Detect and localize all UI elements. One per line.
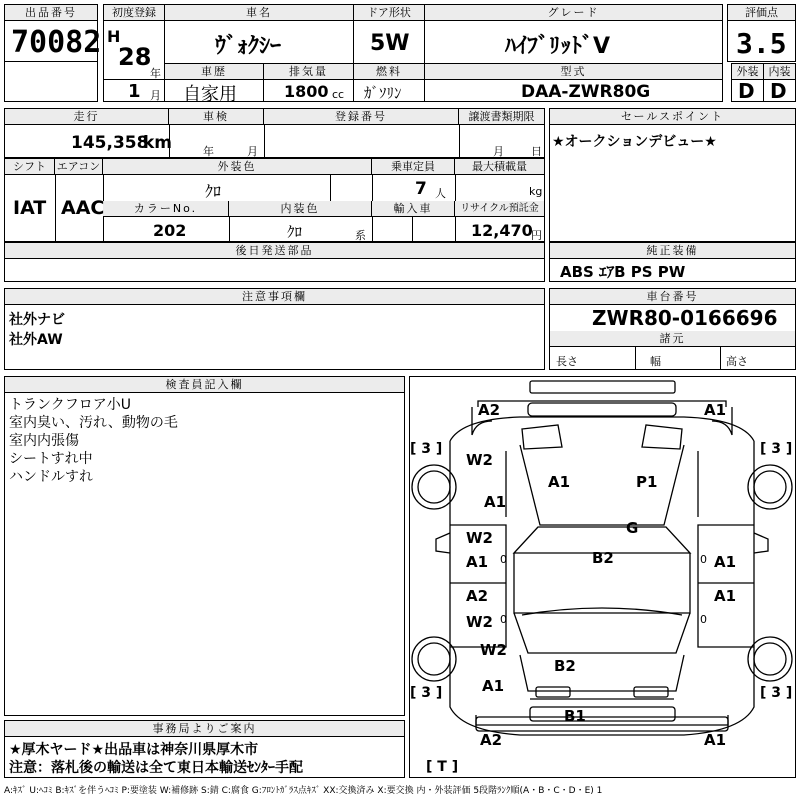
first-reg-label: 初度登録 [104,5,164,21]
ext-grade-box [731,63,764,102]
first-reg-box [103,4,165,102]
import-label: 輸入車 [372,201,455,217]
note-line: 社外ナビ [9,312,65,328]
mark-a1-rear-quarter-left: A1 [482,677,505,695]
mark-w2-rear-door-left: W2 [466,613,493,631]
inspector-label: 検査員記入欄 [5,377,404,393]
recycle: 12,470 [471,221,533,240]
capacity: 7 [415,179,427,199]
person-unit: 人 [435,187,446,200]
grade-box [424,4,723,64]
tire-rear-left: [ 3 ] [410,685,443,701]
mark-a1-front-door-left: A1 [466,553,489,571]
reg-no-label: 登録番号 [264,109,459,125]
recycle-label: リサイクル預託金 [455,201,544,217]
inspection-month-unit: 月 [247,145,258,158]
mark-roof: B2 [592,549,614,567]
genuine-equipment: ABS ｴｱB PS PW [560,263,686,281]
yen-unit: 円 [531,229,542,242]
transfer-label: 譲渡書類期限 [459,109,544,125]
car-name-box [164,4,354,64]
mark-w2-front-left: W2 [466,451,493,469]
reg-month: 1 [128,81,141,102]
mark-a1-rear-door-right: A1 [714,587,737,605]
mark-rear-glass: B2 [554,657,576,675]
note-line: 社外AW [9,332,63,348]
mileage-box [4,108,545,158]
displacement-label: 排気量 [264,64,353,80]
kg-unit: kg [529,185,543,198]
height-label: 高さ [726,355,748,368]
tire-rear-right: [ 3 ] [760,685,793,701]
inspector-line: トランクフロア小U [9,397,131,413]
genuine-box [549,242,796,282]
displacement-box [263,63,354,102]
mark-a1-fender-left: A1 [484,493,507,511]
history-box [164,63,264,105]
color-no-label: カラーNo. [103,201,229,217]
inspector-line: 室内臭い、汚れ、動物の毛 [9,415,178,431]
office-line: 注意：落札後の輸送は全て東日本輸送ｾﾝﾀｰ手配 [9,760,303,776]
kei-unit: 系 [355,229,366,242]
door-zero: 0 [500,553,507,566]
door-zero: 0 [700,613,707,626]
shift-label: シフト [5,159,55,175]
later-parts-label: 後日発送部品 [5,243,544,259]
ac-label: エアコン [55,159,103,175]
tire-spare: [ T ] [426,759,459,775]
score-box [727,4,796,62]
inspection-label: 車検 [169,109,264,125]
fuel-label: 燃料 [354,64,424,80]
legend: A:ｷｽﾞ U:ﾍｺﾐ B:ｷｽﾞを伴うﾍｺﾐ P:要塗装 W:補修跡 S:錆 C:腐食 G:ﾌﾛﾝﾄｶﾞﾗｽ点ｷｽﾞ XX:交換済み X:要交換 内・外装評価 5段階ﾗﾝｸ順(A・B・C・D・E) 1 [4,786,603,796]
mark-hood-left: A1 [548,473,571,491]
chassis-number: ZWR80-0166696 [592,306,778,330]
tire-front-right: [ 3 ] [760,441,793,457]
chassis-label: 車台番号 [550,289,795,305]
mark-front-right: A1 [704,401,727,419]
ext-grade: D [738,79,755,103]
notes-label: 注意事項欄 [5,289,544,305]
mileage: 145,358 [71,133,149,153]
mark-a1-front-door-right: A1 [714,553,737,571]
specs-label: 諸元 [550,331,795,347]
car-diagram-box [409,376,796,778]
lot-number-box [4,4,102,102]
int-color: ｸﾛ [287,223,303,241]
mark-rear-right: A1 [704,731,727,749]
ext-label: 外装 [732,64,763,80]
sales-point: ★オークションデビュー★ [552,134,717,150]
cc-unit: cc [332,88,345,101]
inspector-line: 室内内張傷 [9,433,79,449]
genuine-label: 純正装備 [550,243,795,259]
max-load-label: 最大積載量 [455,159,544,175]
int-grade: D [770,79,787,103]
car-name-label: 車名 [165,5,353,21]
transfer-month-unit: 月 [493,145,504,158]
later-parts-box [4,242,545,282]
transfer-day-unit: 日 [531,145,542,158]
era-mark: H [107,27,121,46]
ac-value: AAC [61,197,105,219]
door-type: 5W [370,31,410,56]
lot-number: 70082 [11,25,102,60]
displacement: 1800 [284,82,329,101]
office-line: ★厚木ヤード★出品車は神奈川県厚木市 [9,742,259,758]
spec-box [4,158,545,242]
model: DAA-ZWR80G [521,82,651,102]
km-unit: km [143,133,173,153]
reg-year: 28 [118,43,152,71]
year-unit: 年 [150,67,161,80]
grade: ﾊｲﾌﾞﾘｯﾄﾞV [505,34,611,59]
history-label: 車歴 [165,64,263,80]
ext-color-label: 外装色 [103,159,372,175]
width-label: 幅 [650,355,661,368]
fuel-box [353,63,425,102]
door-zero: 0 [700,553,707,566]
mark-rear-left: A2 [480,731,503,749]
int-grade-box [763,63,796,102]
inspector-line: シートすれ中 [9,451,93,467]
office-label: 事務局よりご案内 [5,721,404,737]
month-unit: 月 [150,89,161,102]
car-diagram [410,377,795,777]
door-zero: 0 [500,613,507,626]
car-name: ｳﾞｫｸｼｰ [215,34,282,59]
door-label: ドア形状 [354,5,424,21]
notes-box [4,288,545,370]
sales-point-box [549,108,796,242]
grade-label: グレード [425,5,722,21]
color-no: 202 [153,221,187,240]
fuel: ｶﾞｿﾘﾝ [364,84,402,102]
chassis-box [549,288,796,370]
mark-front-left: A2 [478,401,501,419]
mark-w2-front-door-left: W2 [466,529,493,547]
int-color-label: 内装色 [229,201,372,217]
length-label: 長さ [556,355,578,368]
model-label: 型式 [425,64,722,80]
lot-number-label: 出品番号 [5,5,97,21]
door-box [353,4,425,64]
office-box [4,720,405,778]
mark-w2-rear-left: W2 [480,641,507,659]
model-box [424,63,723,102]
score-label: 評価点 [728,5,795,21]
mark-hood-right: P1 [636,473,658,491]
inspector-line: ハンドルすれ [9,469,93,485]
int-label: 内装 [764,64,795,80]
inspection-year-unit: 年 [203,145,214,158]
ext-color: ｸﾛ [205,182,222,201]
mileage-label: 走行 [5,109,169,125]
history: 自家用 [183,84,237,105]
sales-point-label: セールスポイント [550,109,795,125]
score: 3.5 [736,27,787,60]
mark-a2-rear-door-left: A2 [466,587,489,605]
inspector-box [4,376,405,716]
mark-windshield: G [626,519,639,537]
mark-bumper-rear: B1 [564,707,586,725]
tire-front-left: [ 3 ] [410,441,443,457]
capacity-label: 乗車定員 [372,159,455,175]
shift-value: IAT [13,197,47,219]
